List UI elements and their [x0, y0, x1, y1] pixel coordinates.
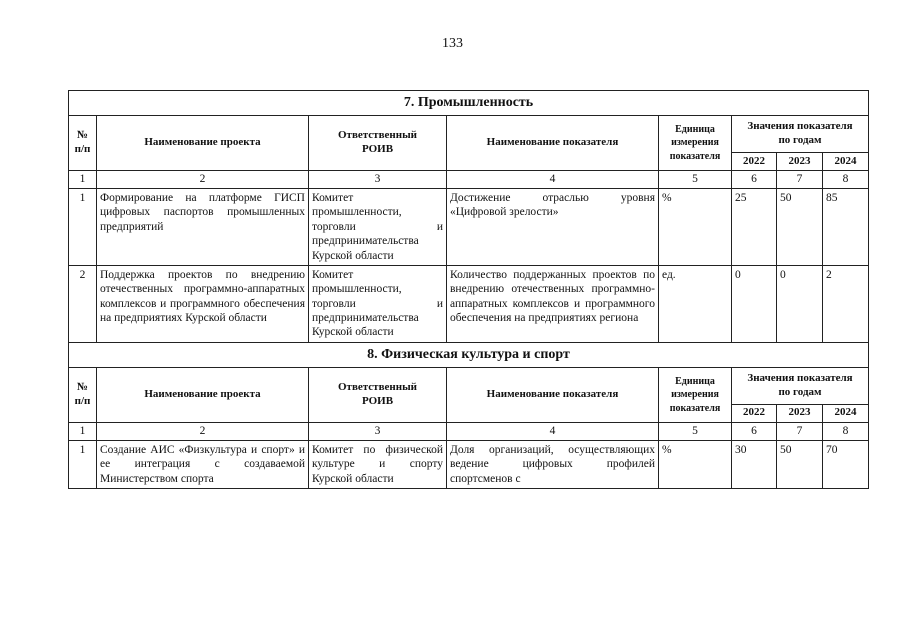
responsible-roiv: Комитет по физической культуре и спорту Курской области: [309, 440, 447, 488]
column-number: 3: [309, 171, 447, 189]
value-2024: 70: [823, 440, 869, 488]
section-title: 7. Промышленность: [69, 91, 869, 116]
header-project: Наименование проекта: [97, 367, 309, 422]
header-year: 2022: [732, 153, 777, 171]
header-year: 2024: [823, 153, 869, 171]
value-2023: 50: [777, 440, 823, 488]
column-number: 7: [777, 422, 823, 440]
header-indicator: Наименование показателя: [447, 367, 659, 422]
column-numbers-row: [69, 171, 869, 189]
value-2022: 30: [732, 440, 777, 488]
page-number: 133: [442, 36, 463, 51]
column-number: 6: [732, 171, 777, 189]
header-values: Значения показателя по годам: [732, 367, 869, 404]
header-unit: Единица измерения показателя: [659, 367, 732, 422]
column-number: 1: [69, 422, 97, 440]
responsible-roiv: Комитет промышленности, торговли и предпринимательства Курской области: [309, 265, 447, 342]
column-number: 5: [659, 171, 732, 189]
column-number: 4: [447, 422, 659, 440]
header-indicator: Наименование показателя: [447, 116, 659, 171]
table-row: [69, 189, 869, 266]
column-number: 2: [97, 171, 309, 189]
table-row: [69, 265, 869, 342]
header-num: № п/п: [69, 367, 97, 422]
header-roiv: Ответственный РОИВ: [309, 367, 447, 422]
section-title-row: [69, 342, 869, 367]
project-name: Создание АИС «Физкультура и спорт» и ее интеграция с создаваемой Министерством спорта: [97, 440, 309, 488]
value-2022: 0: [732, 265, 777, 342]
value-2022: 25: [732, 189, 777, 266]
unit: ед.: [659, 265, 732, 342]
header-num: № п/п: [69, 116, 97, 171]
column-number: 1: [69, 171, 97, 189]
column-number: 7: [777, 171, 823, 189]
header-row: [69, 367, 869, 404]
indicator-name: Доля организаций, осуществляющих ведение цифровых профилей спортсменов с: [447, 440, 659, 488]
row-number: 1: [69, 440, 97, 488]
column-number: 2: [97, 422, 309, 440]
project-name: Поддержка проектов по внедрению отечественных программно-аппаратных комплексов и программного обеспечения на предприятиях Курской области: [97, 265, 309, 342]
column-numbers-row: [69, 422, 869, 440]
column-number: 4: [447, 171, 659, 189]
table-row: [69, 440, 869, 488]
unit: %: [659, 440, 732, 488]
value-2023: 50: [777, 189, 823, 266]
value-2024: 2: [823, 265, 869, 342]
project-name: Формирование на платформе ГИСП цифровых паспортов промышленных предприятий: [97, 189, 309, 266]
unit: %: [659, 189, 732, 266]
column-number: 3: [309, 422, 447, 440]
responsible-roiv: Комитет промышленности, торговли и предпринимательства Курской области: [309, 189, 447, 266]
column-number: 8: [823, 171, 869, 189]
row-number: 1: [69, 189, 97, 266]
column-number: 8: [823, 422, 869, 440]
header-year: 2024: [823, 404, 869, 422]
header-roiv: Ответственный РОИВ: [309, 116, 447, 171]
column-number: 5: [659, 422, 732, 440]
header-project: Наименование проекта: [97, 116, 309, 171]
indicators-table: [68, 90, 869, 489]
column-number: 6: [732, 422, 777, 440]
header-year: 2023: [777, 153, 823, 171]
indicator-name: Достижение отраслью уровня «Цифровой зрелости»: [447, 189, 659, 266]
header-year: 2022: [732, 404, 777, 422]
section-title-row: [69, 91, 869, 116]
row-number: 2: [69, 265, 97, 342]
value-2024: 85: [823, 189, 869, 266]
header-unit: Единица измерения показателя: [659, 116, 732, 171]
indicator-name: Количество поддержанных проектов по внедрению отечественных программно-аппаратных комплексов и программного обеспечения на предприятиях региона: [447, 265, 659, 342]
header-row: [69, 116, 869, 153]
header-year: 2023: [777, 404, 823, 422]
section-title: 8. Физическая культура и спорт: [69, 342, 869, 367]
value-2023: 0: [777, 265, 823, 342]
header-values: Значения показателя по годам: [732, 116, 869, 153]
